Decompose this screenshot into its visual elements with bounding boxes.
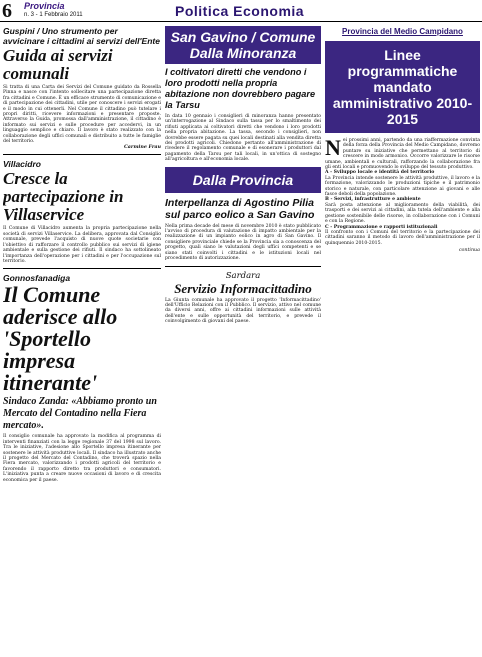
- article-kicker: Sardara: [225, 270, 261, 281]
- article-body: Si tratta di una Carta dei Servizi del Comune guidato da Rossella Pinna e nasce con l'intento sollecitare una partecipazione diretta fra cittadini e Comune. È un efficace strumento di comunicazione e di partecipazione dei cittadini, utile per conoscere i servizi erogati e il modo in cui ottenerli. Nel Comune il cittadino può tutelare i propri diritti, ricevere informazioni e presentare proposte. Attraverso la Guida, promossa dall'amministrazione, il cittadino è informato sui servizi e sulle procedure per accedervi, in un linguaggio semplice e chiaro. Il lavoro è stato realizzato con la collaborazione degli uffici comunali e distribuito a tutte le famiglie del territorio.: [3, 85, 161, 145]
- drop-cap: N: [325, 135, 341, 160]
- article-body: La Giunta comunale ha approvato il progetto 'Informacittadino' dell'Ufficio Relazioni con il Pubblico. Il servizio, attivo nel comune da diversi anni, offre ai cittadini informazioni sulle attività dell'ente e sulle opportunità del territorio, e prevede il coinvolgimento di giovani del paese.: [165, 297, 321, 325]
- article-body-text: ei prossimi anni, partendo da una riaffermazione convinta della forza della Provincia del Medio Campidano, dovremo puntare su iniziative che permettano al territorio di crescere in modo armonico. Occorre valorizzare le risorse umane, ambientali e culturali, rafforzando la collaborazione fra gli enti locali e promuovendo lo sviluppo del tessuto produttivo.: [325, 138, 480, 171]
- article-headline: I coltivatori diretti che vendono i loro prodotti nella propria abitazione non dovrebbero pagare la Tarsu: [165, 67, 316, 110]
- column-heading: Provincia del Medio Campidano: [342, 27, 463, 36]
- article-body: La Provincia intende sostenere le attività produttive, il lavoro e la formazione, valorizzando le produzioni tipiche e il patrimonio storico e naturale, con particolare attenzione ai giovani e alle fasce deboli della popolazione.: [325, 175, 480, 198]
- article-body: Il consiglio comunale ha approvato la modifica al programma di interventi finanziati con la legge regionale 37 del 1998 sul lavoro. Tra le iniziative, l'adesione allo Sportello impresa itinerante per sostenere le attività produttive locali. Il sindaco ha illustrato anche il progetto del Mercato del Contadino, che troverà spazio nella Fiera mercato, valorizzando i prodotti agricoli del territorio e favorendo il rapporto diretto tra produttori e consumatori. L'iniziativa punta a creare nuove occasioni di lavoro e di crescita economica per il paese.: [3, 434, 161, 483]
- section-band: San Gavino / Comune Dalla Minoranza: [165, 26, 321, 64]
- divider: [3, 268, 161, 269]
- section-title: Politica Economia: [175, 3, 305, 19]
- page-header: [0, 0, 482, 22]
- article-subheading: A - Sviluppo locale e identità del territorio: [325, 170, 435, 176]
- article-title: Guida ai servizi comunali: [3, 46, 113, 83]
- divider: [3, 154, 161, 155]
- column-right: [325, 26, 480, 654]
- article-title: Cresce la partecipazione in Villaservice: [3, 169, 124, 225]
- article-body: Sarà posta attenzione al miglioramento della viabilità, dei trasporti e dei servizi ai cittadini, alla tutela dell'ambiente e alla gestione sostenibile delle risorse, in collaborazione con i Comuni e con la Regione.: [325, 202, 480, 225]
- article-kicker: Guspini / Uno strumento per avvicinare i cittadini ai servizi dell'Ente: [3, 26, 160, 46]
- page-number: 6: [2, 0, 12, 22]
- column-left: [3, 26, 161, 654]
- article-headline: Interpellanza di Agostino Pilia sul parco eolico a San Gavino: [165, 196, 315, 221]
- article-subtitle: Sindaco Zanda: «Abbiamo pronto un Mercato del Contadino nella Fiera mercato».: [3, 396, 157, 432]
- continue-marker: continua: [458, 248, 480, 254]
- masthead-logo: Provincia: [24, 1, 65, 11]
- section-band: Dalla Provincia: [165, 167, 321, 193]
- article-body: Nella prima decade del mese di novembre 2010 è stato pubblicato l'avviso di procedura di valutazione di impatto ambientale per la realizzazione di un impianto eolico in agro di San Gavino. Il consigliere provinciale chiede se la Provincia sia a conoscenza del progetto, quali siano le valutazioni degli uffici competenti e se siano stati coinvolti i cittadini e le istituzioni locali nel procedimento di autorizzazione.: [165, 223, 321, 262]
- article-body: [325, 135, 480, 171]
- article-body: Il confronto con i Comuni del territorio e la partecipazione dei cittadini saranno il metodo di lavoro dell'amministrazione per il quinquennio 2010-2015.: [325, 229, 480, 246]
- article-title: Servizio Informacittadino: [174, 280, 312, 296]
- article-kicker: Villacidro: [3, 159, 41, 170]
- divider: [165, 266, 321, 267]
- article-subheading: C - Programmazione e rapporti istituzionali: [325, 224, 438, 230]
- issue-date: n. 3 - 1 Febbraio 2011: [24, 12, 83, 18]
- article-body: In data 10 gennaio i consiglieri di minoranza hanno presentato un'interrogazione al Sindaco sulla tassa per lo smaltimento dei rifiuti applicata ai coltivatori diretti che vendono i loro prodotti nella propria abitazione. La tassa, secondo i consiglieri, non dovrebbe essere pagata su quei locali destinati alla vendita diretta dei prodotti agricoli. Chiedono pertanto all'amministrazione di rivedere il regolamento comunale e di esonerare i produttori dal pagamento della Tarsu per tali locali, in un'ottica di sostegno all'agricoltura e all'economia locale.: [165, 114, 321, 163]
- column-middle: [165, 26, 321, 654]
- feature-title-box: Linee programmatiche mandato amministrativo 2010-2015: [325, 41, 480, 133]
- article-kicker: Gonnosfanadiga: [3, 273, 71, 284]
- article-title: Il Comune aderisce allo 'Sportello impresa itinerante': [3, 282, 118, 396]
- article-subheading: B - Servizi, infrastrutture e ambiente: [325, 197, 421, 203]
- article-byline: Carmine Frau: [123, 144, 161, 151]
- article-body: Il Comune di Villacidro aumenta la propria partecipazione nella società di servizi Villaservice. La delibera, approvata dal Consiglio comunale, prevede l'acquisto di nuove quote societarie con l'obiettivo di rafforzare il controllo pubblico sui servizi di igiene ambientale e sulla gestione dei rifiuti. Il sindaco ha sottolineato l'importanza dell'operazione per i cittadini e per l'occupazione sul territorio.: [3, 226, 161, 264]
